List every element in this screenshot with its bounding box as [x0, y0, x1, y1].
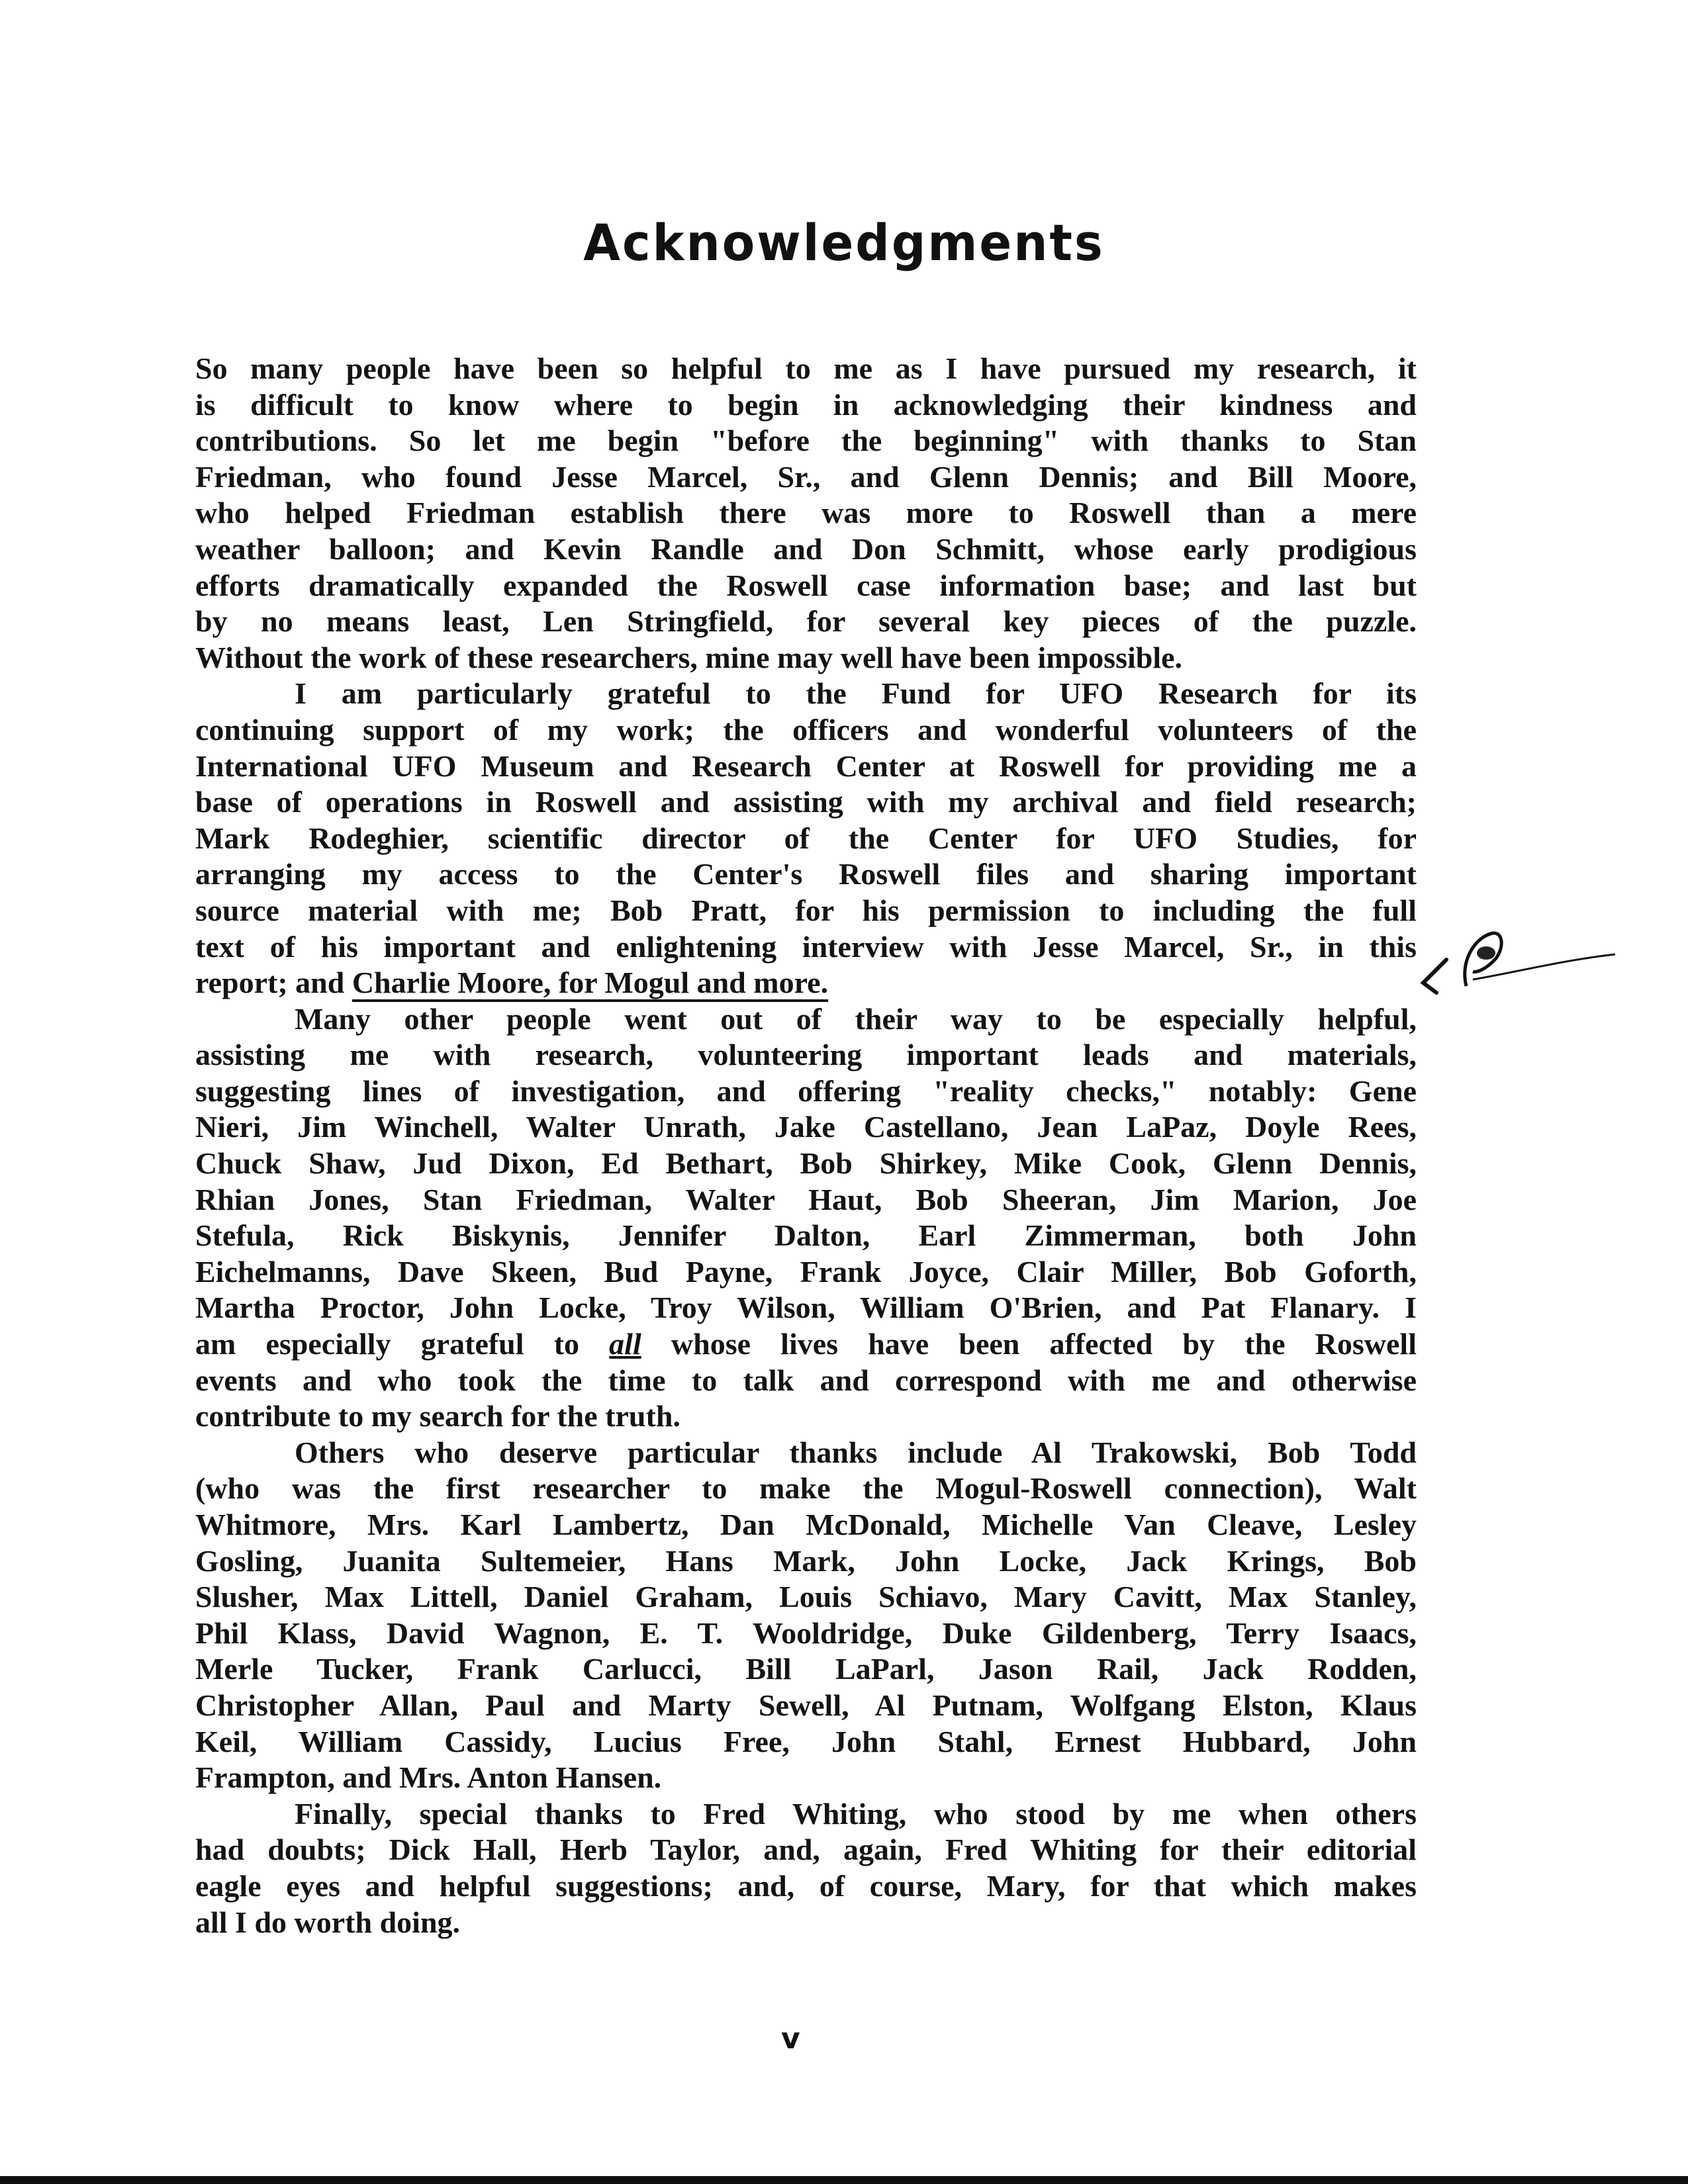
- text-line: had doubts; Dick Hall, Herb Taylor, and, again, Fred Whiting for their editorial: [195, 1833, 1417, 1867]
- text-line: Others who deserve particular thanks include Al Trakowski, Bob Todd: [295, 1435, 1417, 1469]
- text-line: suggesting lines of investigation, and offering "reality checks," notably: Gene: [195, 1073, 1417, 1108]
- text-line: who helped Friedman establish there was more to Roswell than a mere: [195, 496, 1417, 530]
- text-line: I am particularly grateful to the Fund for UFO Research for its: [295, 676, 1417, 711]
- text-line: all I do worth doing.: [195, 1905, 461, 1939]
- text-line: So many people have been so helpful to me as I have pursued my research, it: [195, 351, 1417, 385]
- acknowledgments-body: [195, 351, 1417, 1940]
- text-line: is difficult to know where to begin in acknowledging their kindness and: [195, 387, 1417, 422]
- paragraph-2: [195, 676, 1417, 1001]
- text-line: Friedman, who found Jesse Marcel, Sr., and Glenn Dennis; and Bill Moore,: [195, 459, 1417, 494]
- paragraph-1: [195, 351, 1417, 676]
- text-line: Christopher Allan, Paul and Marty Sewell, Al Putnam, Wolfgang Elston, Klaus: [195, 1688, 1417, 1722]
- text-line: contribute to my search for the truth.: [195, 1399, 680, 1433]
- text-line: Rhian Jones, Stan Friedman, Walter Haut, Bob Sheeran, Jim Marion, Joe: [195, 1182, 1417, 1216]
- text-line: weather balloon; and Kevin Randle and Don Schmitt, whose early prodigious: [195, 531, 1417, 566]
- emphasized-opening: So many: [195, 351, 324, 385]
- text-line: (who was the first researcher to make the Mogul-Roswell connection), Walt: [195, 1471, 1417, 1506]
- paragraph-4: [195, 1435, 1417, 1796]
- page-title: Acknowledgments: [583, 213, 1105, 273]
- text-line: Merle Tucker, Frank Carlucci, Bill LaParl, Jason Rail, Jack Rodden,: [195, 1652, 1417, 1686]
- text-line: base of operations in Roswell and assisting with my archival and field research;: [195, 785, 1417, 819]
- emphasized-word: all: [609, 1327, 641, 1361]
- text-line: Frampton, and Mrs. Anton Hansen.: [195, 1760, 662, 1795]
- text-line: Martha Proctor, John Locke, Troy Wilson, William O'Brien, and Pat Flanary. I: [195, 1291, 1417, 1325]
- text-line: efforts dramatically expanded the Roswell case information base; and last but: [195, 568, 1417, 602]
- text-line: arranging my access to the Center's Roswell files and sharing important: [195, 857, 1417, 891]
- text-line: eagle eyes and helpful suggestions; and, of course, Mary, for that which makes: [195, 1868, 1417, 1903]
- text-line: International UFO Museum and Research Center at Roswell for providing me a: [195, 749, 1417, 783]
- text-line: Finally, special thanks to Fred Whiting, who stood by me when others: [295, 1796, 1417, 1831]
- page-number: v: [781, 2022, 800, 2056]
- text-line: Phil Klass, David Wagnon, E. T. Wooldridge, Duke Gildenberg, Terry Isaacs,: [195, 1615, 1417, 1650]
- text-fragment: report; and: [195, 966, 352, 1000]
- text-line: am especially grateful to all whose lives have been affected by the Roswell: [195, 1327, 1417, 1361]
- text-line: Gosling, Juanita Sultemeier, Hans Mark, John Locke, Jack Krings, Bob: [195, 1543, 1417, 1578]
- text-line: contributions. So let me begin "before the beginning" with thanks to Stan: [195, 424, 1417, 458]
- text-line: Slusher, Max Littell, Daniel Graham, Louis Schiavo, Mary Cavitt, Max Stanley,: [195, 1580, 1417, 1614]
- scan-border: [0, 2176, 1688, 2184]
- text-line: Eichelmanns, Dave Skeen, Bud Payne, Frank Joyce, Clair Miller, Bob Goforth,: [195, 1254, 1417, 1289]
- text-line: Mark Rodeghier, scientific director of the Center for UFO Studies, for: [195, 821, 1417, 855]
- text-line: Whitmore, Mrs. Karl Lambertz, Dan McDonald, Michelle Van Cleave, Lesley: [195, 1508, 1417, 1541]
- text-line: Without the work of these researchers, mine may well have been impossible.: [195, 640, 1183, 674]
- paragraph-3: [195, 1001, 1417, 1435]
- text-line: events and who took the time to talk and correspond with me and otherwise: [195, 1363, 1417, 1397]
- text-line: Nieri, Jim Winchell, Walter Unrath, Jake Castellano, Jean LaPaz, Doyle Rees,: [195, 1110, 1417, 1144]
- text-line: text of his important and enlightening interview with Jesse Marcel, Sr., in this: [195, 929, 1417, 964]
- text-line: continuing support of my work; the officers and wonderful volunteers of the: [195, 712, 1417, 747]
- text-line: [195, 965, 1417, 1001]
- handwritten-margin-mark: [1420, 920, 1618, 1006]
- text-line: Many other people went out of their way to be especially helpful,: [295, 1001, 1417, 1036]
- text-line: Keil, William Cassidy, Lucius Free, John Stahl, Ernest Hubbard, John: [195, 1724, 1417, 1758]
- handwritten-underline-text: Charlie Moore, for Mogul and more.: [352, 966, 829, 1000]
- text-line: assisting me with research, volunteering important leads and materials,: [195, 1038, 1417, 1072]
- text-line: by no means least, Len Stringfield, for several key pieces of the puzzle.: [195, 604, 1417, 639]
- text-line: Stefula, Rick Biskynis, Jennifer Dalton, Earl Zimmerman, both John: [195, 1218, 1417, 1253]
- paragraph-5: [195, 1796, 1417, 1940]
- text-line: Chuck Shaw, Jud Dixon, Ed Bethart, Bob Shirkey, Mike Cook, Glenn Dennis,: [195, 1146, 1417, 1181]
- text-line: source material with me; Bob Pratt, for his permission to including the full: [195, 893, 1417, 927]
